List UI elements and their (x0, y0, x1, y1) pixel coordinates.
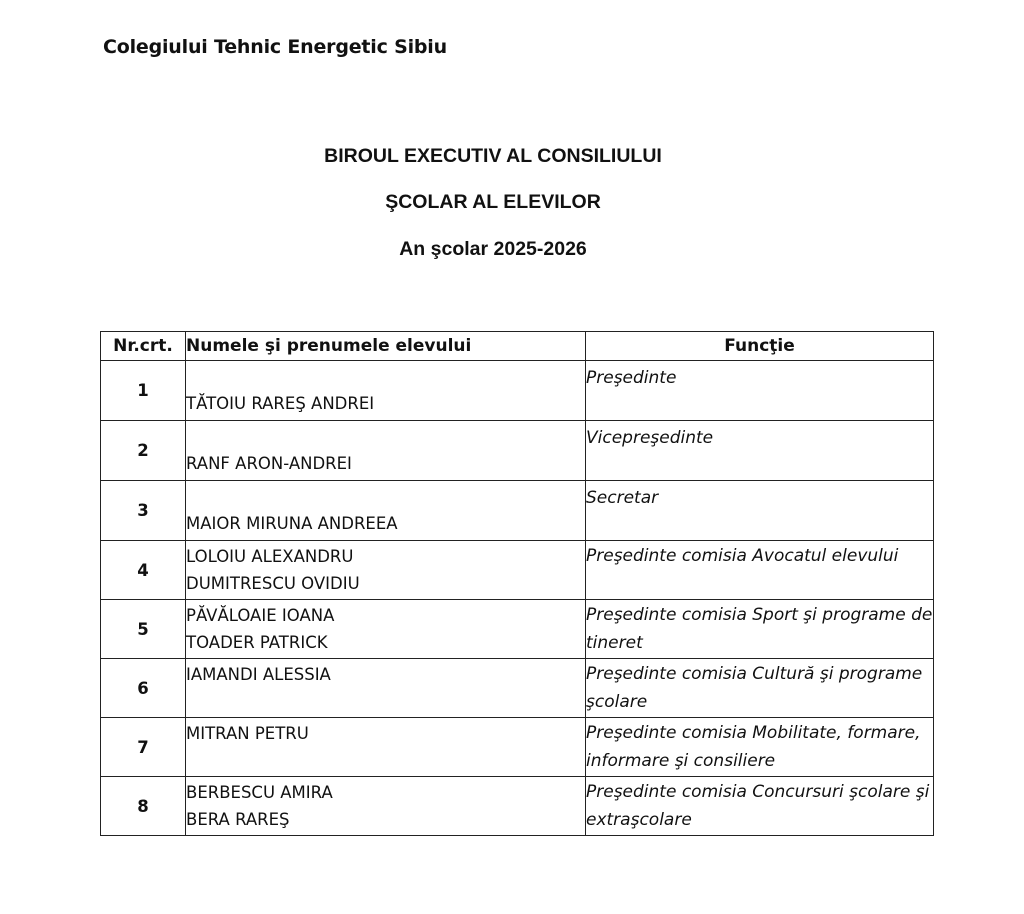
school-year-line: An şcolar 2025-2026 (399, 238, 587, 260)
row-number: 3 (101, 481, 186, 541)
school-name: Colegiului Tehnic Energetic Sibiu (103, 36, 447, 58)
student-names (186, 421, 586, 481)
table-row (101, 718, 934, 777)
table-header-row (101, 332, 934, 361)
table-row (101, 421, 934, 481)
role-function: Preşedinte comisia Avocatul elevului (586, 541, 934, 600)
role-function: Preşedinte comisia Mobilitate, formare, informare şi consiliere (586, 718, 934, 777)
row-number: 1 (101, 361, 186, 421)
student-names (186, 777, 586, 836)
column-header-name: Numele şi prenumele elevului (186, 332, 586, 361)
role-function: Preşedinte (586, 361, 934, 421)
table-row (101, 541, 934, 600)
table-row (101, 659, 934, 718)
row-number: 6 (101, 659, 186, 718)
document-title-line-2: ŞCOLAR AL ELEVILOR (385, 191, 601, 213)
column-header-function: Funcţie (586, 332, 934, 361)
student-name: TOADER PATRICK (186, 633, 328, 652)
table-row (101, 600, 934, 659)
role-function: Preşedinte comisia Cultură şi programe şcolare (586, 659, 934, 718)
role-function: Preşedinte comisia Concursuri şcolare şi extraşcolare (586, 777, 934, 836)
student-names (186, 600, 586, 659)
student-name: MITRAN PETRU (186, 724, 309, 743)
role-function: Secretar (586, 481, 934, 541)
student-name: IAMANDI ALESSIA (186, 665, 331, 684)
student-name: BERA RAREŞ (186, 810, 290, 829)
student-name: PĂVĂLOAIE IOANA (186, 606, 335, 625)
student-name: TĂTOIU RAREŞ ANDREI (186, 394, 375, 413)
student-names (186, 718, 586, 777)
column-header-number: Nr.crt. (101, 332, 186, 361)
role-function: Preşedinte comisia Sport şi programe de tineret (586, 600, 934, 659)
student-names (186, 541, 586, 600)
row-number: 7 (101, 718, 186, 777)
student-name: MAIOR MIRUNA ANDREEA (186, 514, 398, 533)
row-number: 8 (101, 777, 186, 836)
student-name: DUMITRESCU OVIDIU (186, 574, 360, 593)
student-names (186, 659, 586, 718)
student-name: BERBESCU AMIRA (186, 783, 333, 802)
table-row (101, 777, 934, 836)
student-name: LOLOIU ALEXANDRU (186, 547, 354, 566)
student-name: RANF ARON-ANDREI (186, 454, 352, 473)
row-number: 2 (101, 421, 186, 481)
row-number: 4 (101, 541, 186, 600)
table-row (101, 481, 934, 541)
document-title-line-1: BIROUL EXECUTIV AL CONSILIULUI (324, 145, 662, 167)
council-members-table (100, 331, 934, 836)
student-names (186, 361, 586, 421)
row-number: 5 (101, 600, 186, 659)
table-row (101, 361, 934, 421)
student-names (186, 481, 586, 541)
role-function: Vicepreşedinte (586, 421, 934, 481)
